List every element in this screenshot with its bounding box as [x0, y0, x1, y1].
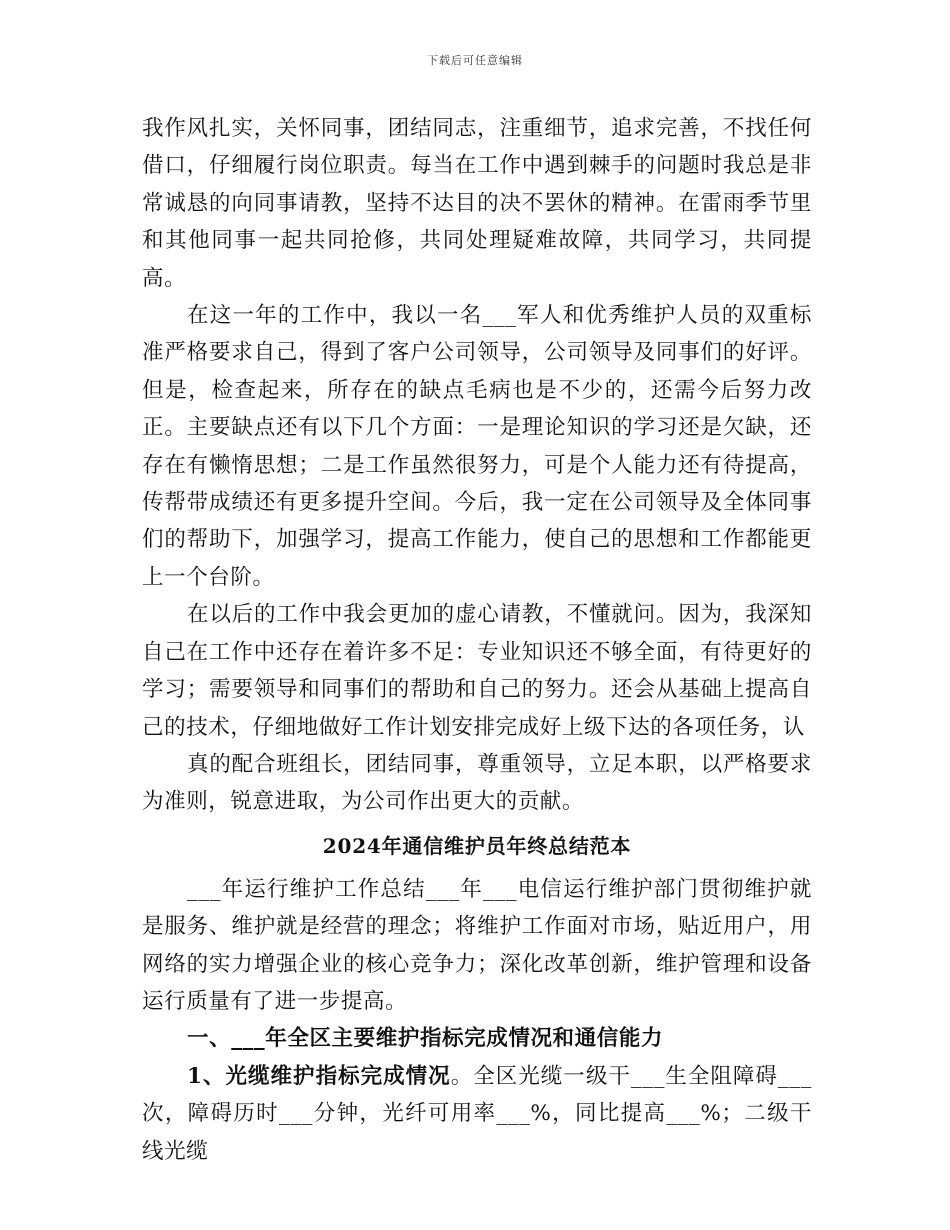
document-title: 2024年通信维护员年终总结范本: [322, 833, 632, 858]
paragraph-1: 我作风扎实，关怀同事，团结同志，注重细节，追求完善，不找任何借口，仔细履行岗位职责。每当在工作中遇到棘手的问题时我总是非常诚恳的向同事请教，坚持不达目的决不罢休的精神。在雷雨季节里和其他同事一起共同抢修，共同处理疑难故障，共同学习，共同提高。: [142, 116, 812, 291]
paragraph-2: 在这一年的工作中，我以一名___军人和优秀维护人员的双重标准严格要求自己，得到了客户公司领导，公司领导及同事们的好评。但是，检查起来，所存在的缺点毛病也是不少的，还需今后努力改正。主要缺点还有以下几个方面：一是理论知识的学习还是欠缺，还存在有懒惰思想；二是工作虽然很努力，可是个人能力还有待提高，传帮带成绩还有更多提升空间。今后，我一定在公司领导及全体同事们的帮助下，加强学习，提高工作能力，使自己的思想和工作都能更上一个台阶。: [142, 303, 812, 590]
paragraph-6-body: 。全区光缆一级干___生全阻障碍___次，障碍历时___分钟，光纤可用率___%，同比提高___%；二级干线光缆: [142, 1063, 812, 1164]
page-header: 下载后可任意编辑: [427, 54, 523, 67]
paragraph-6: [142, 1058, 812, 1170]
paragraph-3: 在以后的工作中我会更加的虚心请教，不懂就问。因为，我深知自己在工作中还存在着许多不足：专业知识还不够全面，有待更好的学习；需要领导和同事们的帮助和自己的努力。还会从基础上提高自己的技术，仔细地做好工作计划安排完成好上级下达的各项任务，认: [142, 602, 812, 740]
section-heading-1: 一、___年全区主要维护指标完成情况和通信能力: [187, 1026, 664, 1052]
paragraph-5: ___年运行维护工作总结___年___电信运行维护部门贯彻维护就是服务、维护就是经营的理念；将维护工作面对市场，贴近用户，用网络的实力增强企业的核心竞争力；深化改革创新，维护管理和设备运行质量有了进一步提高。: [142, 876, 812, 1014]
paragraph-4: 真的配合班组长，团结同事，尊重领导，立足本职，以严格要求为准则，锐意进取，为公司作出更大的贡献。: [142, 751, 812, 815]
paragraph-6-lead: 1、光缆维护指标完成情况: [187, 1063, 451, 1089]
document-body: [142, 110, 812, 1170]
